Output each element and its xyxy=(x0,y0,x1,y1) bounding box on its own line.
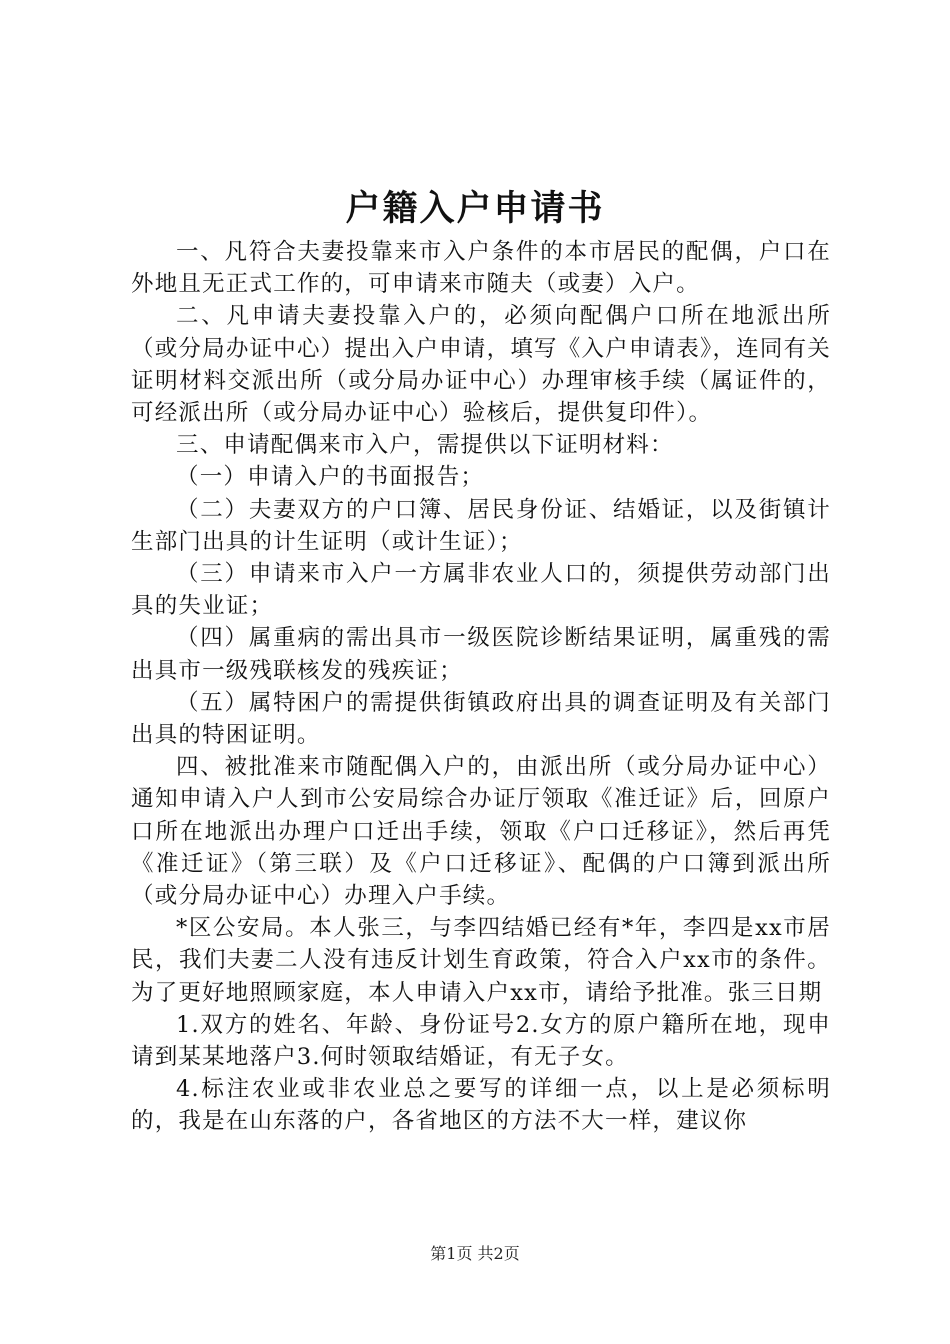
list-item-5: （五）属特困户的需提供街镇政府出具的调查证明及有关部门出具的特困证明。 xyxy=(131,689,831,749)
paragraph-3: 三、申请配偶来市入户，需提供以下证明材料： xyxy=(176,432,674,459)
list-item-4: （四）属重病的需出具市一级医院诊断结果证明，属重残的需出具市一级残联核发的残疾证； xyxy=(131,625,831,684)
list-item-1: （一）申请入户的书面报告； xyxy=(176,464,485,491)
sample-letter-paragraph: *区公安局。本人张三，与李四结婚已经有*年，李四是xx市居民，我们夫妻二人没有违反计划生育政策，符合入户xx市的条件。为了更好地照顾家庭，本人申请入户xx市，请给予批准。张三日期 xyxy=(131,915,831,1006)
list-item-3: （三）申请来市入户一方属非农业人口的，须提供劳动部门出具的失业证； xyxy=(131,561,831,620)
paragraph-2: 二、凡申请夫妻投靠入户的，必须向配偶户口所在地派出所（或分局办证中心）提出入户申请，填写《入户申请表》，连同有关证明材料交派出所（或分局办证中心）办理审核手续（属证件的，可经派出所（或分局办证中心）验核后，提供复印件）。 xyxy=(131,303,831,427)
document-body xyxy=(131,236,831,1138)
document-title: 户籍入户申请书 xyxy=(345,188,605,229)
page-number-footer: 第1页 共2页 xyxy=(430,1244,520,1263)
paragraph-4: 四、被批准来市随配偶入户的，由派出所（或分局办证中心）通知申请入户人到市公安局综合办证厅领取《准迁证》后，回原户口所在地派出办理户口迁出手续，领取《户口迁移证》，然后再凭《准迁证》（第三联）及《户口迁移证》、配偶的户口簿到派出所（或分局办证中心）办理入户手续。 xyxy=(131,754,831,910)
list-item-2: （二）夫妻双方的户口簿、居民身份证、结婚证，以及街镇计生部门出具的计生证明（或计生证）； xyxy=(131,496,831,555)
paragraph-1: 一、凡符合夫妻投靠来市入户条件的本市居民的配偶，户口在外地且无正式工作的，可申请来市随夫（或妻）入户。 xyxy=(131,239,831,298)
note-paragraph-2: 4.标注农业或非农业总之要写的详细一点，以上是必须标明的，我是在山东落的户，各省地区的方法不大一样，建议你 xyxy=(131,1076,831,1135)
note-paragraph-1: 1.双方的姓名、年龄、身份证号2.女方的原户籍所在地，现申请到某某地落户3.何时领取结婚证，有无子女。 xyxy=(131,1011,831,1071)
